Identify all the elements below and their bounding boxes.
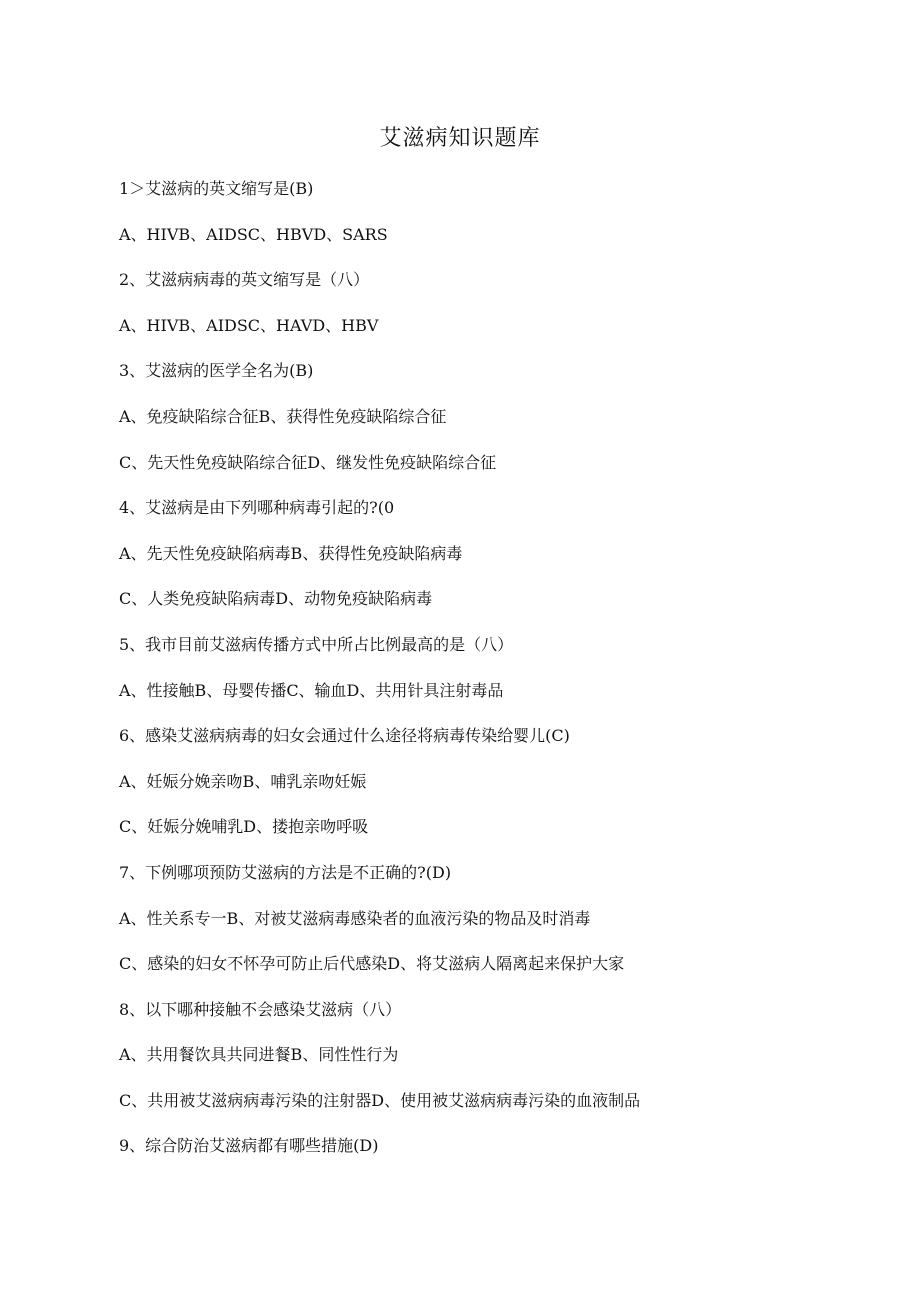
text-line: C、妊娠分娩哺乳D、搂抱亲吻呼吸 [119,817,369,837]
text-line: 9、综合防治艾滋病都有哪些措施(D) [119,1136,379,1156]
text-line: 4、艾滋病是由下列哪种病毒引起的?(0 [119,498,395,518]
text-line: A、HIVB、AIDSC、HAVD、HBV [119,315,379,335]
text-line: 6、感染艾滋病病毒的妇女会通过什么途径将病毒传染给婴儿(C) [119,726,570,746]
text-line: A、性接触B、母婴传播C、输血D、共用针具注射毒品 [119,680,504,700]
text-line: A、共用餐饮具共同进餐B、同性性行为 [119,1045,399,1065]
text-line: A、免疫缺陷综合征B、获得性免疫缺陷综合征 [119,406,447,426]
text-line: A、性关系专一B、对被艾滋病毒感染者的血液污染的物品及时消毒 [119,908,591,928]
question-list [119,176,879,1179]
text-line: 3、艾滋病的医学全名为(B) [119,361,314,381]
text-line: 5、我市目前艾滋病传播方式中所占比例最高的是（八） [119,634,514,654]
text-line: 1＞艾滋病的英文缩写是(B) [119,179,314,198]
text-line: A、HIVB、AIDSC、HBVD、SARS [119,224,388,244]
text-line: A、先天性免疫缺陷病毒B、获得性免疫缺陷病毒 [119,543,463,563]
text-line: C、感染的妇女不怀孕可防止后代感染D、将艾滋病人隔离起来保护大家 [119,954,625,974]
text-line: C、先天性免疫缺陷综合征D、继发性免疫缺陷综合征 [119,452,497,472]
text-line: C、共用被艾滋病病毒污染的注射器D、使用被艾滋病病毒污染的血液制品 [119,1090,641,1110]
text-line: C、人类免疫缺陷病毒D、动物免疫缺陷病毒 [119,589,433,609]
text-line: A、妊娠分娩亲吻B、哺乳亲吻妊娠 [119,771,367,791]
document-title: 艾滋病知识题库 [379,126,541,151]
text-line: 8、以下哪种接触不会感染艾滋病（八） [119,999,402,1019]
text-line: 7、下例哪项预防艾滋病的方法是不正确的?(D) [119,862,452,882]
text-line: 2、艾滋病病毒的英文缩写是（八） [119,270,370,290]
